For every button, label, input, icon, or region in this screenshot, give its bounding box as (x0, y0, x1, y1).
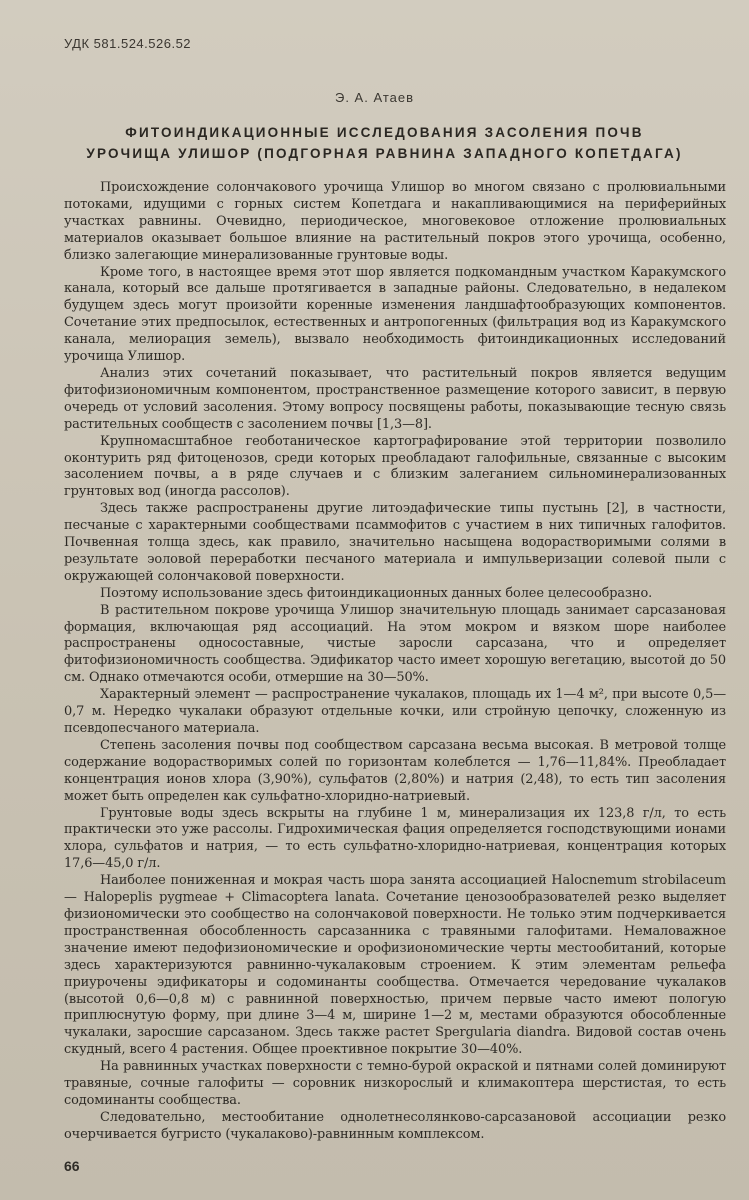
paragraph: Кроме того, в настоящее время этот шор является подкомандным участком Каракумского канала, который все дальше протягивается в западные районы. Следовательно, в недалеком будущем здесь могут произойти коренные изменения ландшафтообразующих компонентов. Сочетание этих предпосылок, естественных и антропогенных (фильтрация вод из Каракумского канала, мелиорация земель), вызвало необходимость фитоиндикационных исследований урочища Улишор. (64, 264, 726, 365)
paragraph: Анализ этих сочетаний показывает, что растительный покров является ведущим фитофизиономичным компонентом, пространственное размещение которого зависит, в первую очередь от условий засоления. Этому вопросу посвящены работы, показывающие тесную связь растительных сообществ с засолением почвы [1,3—8]. (64, 365, 726, 432)
paragraph: Крупномасштабное геоботаническое картографирование этой территории позволило оконтурить ряд фитоценозов, среди которых преобладают галофильные, связанные с высоким засолением почвы, а в ряде случаев и с близким залеганием сильноминерализованных грунтовых вод (иногда рассолов). (64, 433, 726, 500)
paragraph: Наиболее пониженная и мокрая часть шора занята ассоциацией Halocnemum strobilaceum — Halopeplis pygmeae + Climacoptera lanata. Сочетание ценозообразователей резко выделяет физиономически это сообщество на солончаковой поверхности. Не только этим подчеркивается пространственная обособленность сарсазанника с травяными галофитами. Немаловажное значение имеют педофизиономические и орофизиономические черты местообитаний, которые здесь характеризуются равнинно-чукалаковым строением. К этим элементам рельефа приурочены эдификаторы и содоминанты сообщества. Отмечается чередование чукалаков (высотой 0,6—0,8 м) с равнинной поверхностью, причем первые часто имеют пологую приплюснутую форму, при длине 3—4 м, ширине 1—2 м, местами образуются обособленные чукалаки, заросшие сарсазаном. Здесь также растет Spergularia diandra. Видовой состав очень скудный, всего 4 растения. Общее проективное покрытие 30—40%. (64, 873, 726, 1058)
paragraph: Грунтовые воды здесь вскрыты на глубине 1 м, минерализация их 123,8 г/л, то есть практически это уже рассолы. Гидрохимическая фация определяется господствующими ионами хлора, сульфатов и натрия, — то есть сульфатно-хлоридно-натриевая, концентрация которых 17,6—45,0 г/л. (64, 805, 726, 872)
title-line-2: УРОЧИЩА УЛИШОР (ПОДГОРНАЯ РАВНИНА ЗАПАДНОГО КОПЕТДАГА) (86, 146, 683, 161)
paragraph: Степень засоления почвы под сообществом сарсазана весьма высокая. В метровой толще содержание водорастворимых солей по горизонтам колеблется — 1,76—11,84%. Преобладает концентрация ионов хлора (3,90%), сульфатов (2,80%) и натрия (2,48), то есть тип засоления может быть определен как сульфатно-хлоридно-натриевый. (64, 737, 726, 804)
udk-code: УДК 581.524.526.52 (64, 36, 192, 51)
paragraph: Здесь также распространены другие литоэдафические типы пустынь [2], в частности, песчаные с характерными сообществами псаммофитов с участием в них типичных галофитов. Почвенная толща здесь, как правило, значительно насыщена водорастворимыми солями в результате эоловой переработки песчаного материала и импульверизации солевой пыли с окружающей солончаковой поверхности. (64, 501, 726, 584)
paragraph: Поэтому использование здесь фитоиндикационных данных более целесообразно. (100, 585, 653, 601)
paragraph: Следовательно, местообитание однолетнесолянково-сарсазановой ассоциации резко очерчивается бугристо (чукалаково)-равнинным комплексом. (64, 1109, 726, 1142)
author-name: Э. А. Атаев (334, 90, 415, 105)
paragraph: На равнинных участках поверхности с темно-бурой окраской и пятнами солей доминируют травяные, сочные галофиты — соровник низкорослый и климакоптера шерстистая, то есть содоминанты сообщества. (64, 1059, 726, 1108)
paragraph: В растительном покрове урочища Улишор значительную площадь занимает сарсазановая формация, включающая ряд ассоциаций. На этом мокром и вязком шоре наиболее распространены односоставные, чистые заросли сарсазана, что и определяет фитофизиономичность сообщества. Эдификатор часто имеет хорошую вегетацию, высотой до 50 см. Однако отмечаются особи, отмершие на 30—50%. (64, 602, 726, 686)
article-title (60, 122, 709, 164)
paragraph: Характерный элемент — распространение чукалаков, площадь их 1—4 м², при высоте 0,5—0,7 м. Нередко чукалаки образуют отдельные кочки, или стройную цепочку, сложенную из псевдопесчаного материала. (64, 687, 726, 736)
article-body (64, 180, 726, 1144)
title-line-1: ФИТОИНДИКАЦИОННЫЕ ИССЛЕДОВАНИЯ ЗАСОЛЕНИЯ ПОЧВ (125, 125, 644, 140)
paragraph: Происхождение солончакового урочища Улишор во многом связано с пролювиальными потоками, идущими с горных систем Копетдага и накапливающимися на периферийных участках равнины. Очевидно, периодическое, многовековое отложение пролювиальных материалов оказывает большое влияние на растительный покров этого урочища, особенно, близко залегающие минерализованные грунтовые воды. (64, 180, 726, 263)
page-number: 66 (64, 1158, 80, 1174)
